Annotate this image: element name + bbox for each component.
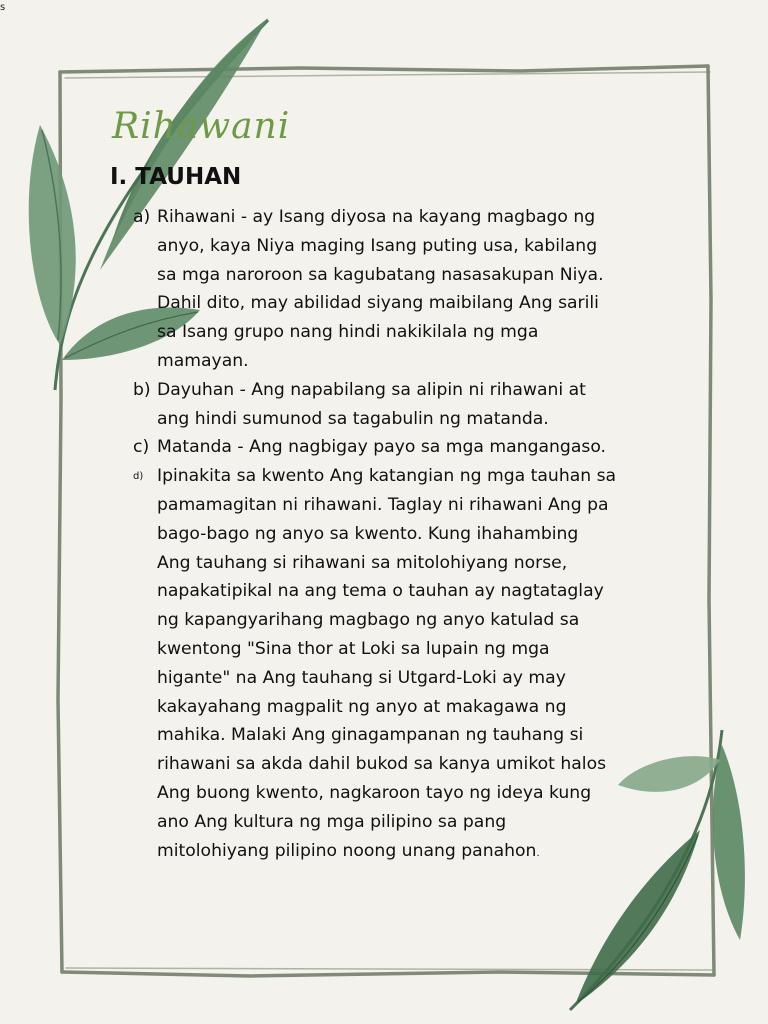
text-line: kakayahang magpalit ng anyo at makagawa ng xyxy=(157,696,567,717)
section-heading: I. TAUHAN xyxy=(110,164,242,190)
list-marker: d) xyxy=(133,471,144,483)
text-line: Dayuhan - Ang napabilang sa alipin ni rihawani at xyxy=(157,379,586,400)
text-line: Matanda - Ang nagbigay payo sa mga mangangaso. xyxy=(157,437,606,458)
text-line: kwentong "Sina thor at Loki sa lupain ng mga xyxy=(157,638,550,659)
text-line: anyo, kaya Niya maging Isang puting usa, kabilang xyxy=(157,235,598,256)
text-line: mamayan. xyxy=(157,350,249,371)
document-title: Rihawani xyxy=(112,106,291,147)
text-line: ang hindi sumunod sa tagabulin ng matanda. xyxy=(157,408,549,429)
text-line: ano Ang kultura ng mga pilipino sa pang xyxy=(157,811,507,832)
text-line: mahika. Malaki Ang ginagampanan ng tauhang si xyxy=(157,725,584,746)
text-line: sa mga naroroon sa kagubatang nasasakupan Niya. xyxy=(157,264,604,285)
list-item xyxy=(133,376,653,434)
list-marker: b) xyxy=(133,379,151,400)
list-item xyxy=(133,433,653,462)
text-line-content: mitolohiyang pilipino noong unang panahon xyxy=(157,840,537,861)
text-line: napakatipikal na ang tema o tauhan ay nagtataglay xyxy=(157,581,604,602)
character-list xyxy=(133,203,653,868)
text-line: bago-bago ng anyo sa kwento. Kung ihahambing xyxy=(157,523,579,544)
text-line: pamamagitan ni rihawani. Taglay ni rihawani Ang pa xyxy=(157,494,609,515)
list-marker: a) xyxy=(133,207,151,227)
text-line: Ang tauhang si rihawani sa mitolohiyang norse, xyxy=(157,552,568,573)
text-line: Rihawani - ay Isang diyosa na kayang magbago ng xyxy=(157,207,596,227)
text-line: Dahil dito, may abilidad siyang maibilang Ang sarili xyxy=(157,293,599,314)
text-line: Ang buong kwento, nagkaroon tayo ng ideya kung xyxy=(157,782,592,803)
list-item xyxy=(133,462,653,868)
trailing-period: . xyxy=(536,847,540,859)
text-line xyxy=(157,837,653,869)
text-line: ng kapangyarihang magbago ng anyo katulad sa xyxy=(157,610,580,631)
text-line: sa Isang grupo nang hindi nakikilala ng mga xyxy=(157,322,539,343)
list-item xyxy=(133,203,653,376)
corner-mark: s xyxy=(0,2,6,13)
text-line: higante" na Ang tauhang si Utgard-Loki ay may xyxy=(157,667,566,688)
list-marker: c) xyxy=(133,437,150,458)
text-line: rihawani sa akda dahil bukod sa kanya umikot halos xyxy=(157,754,607,775)
text-line: Ipinakita sa kwento Ang katangian ng mga tauhan sa xyxy=(157,466,617,487)
